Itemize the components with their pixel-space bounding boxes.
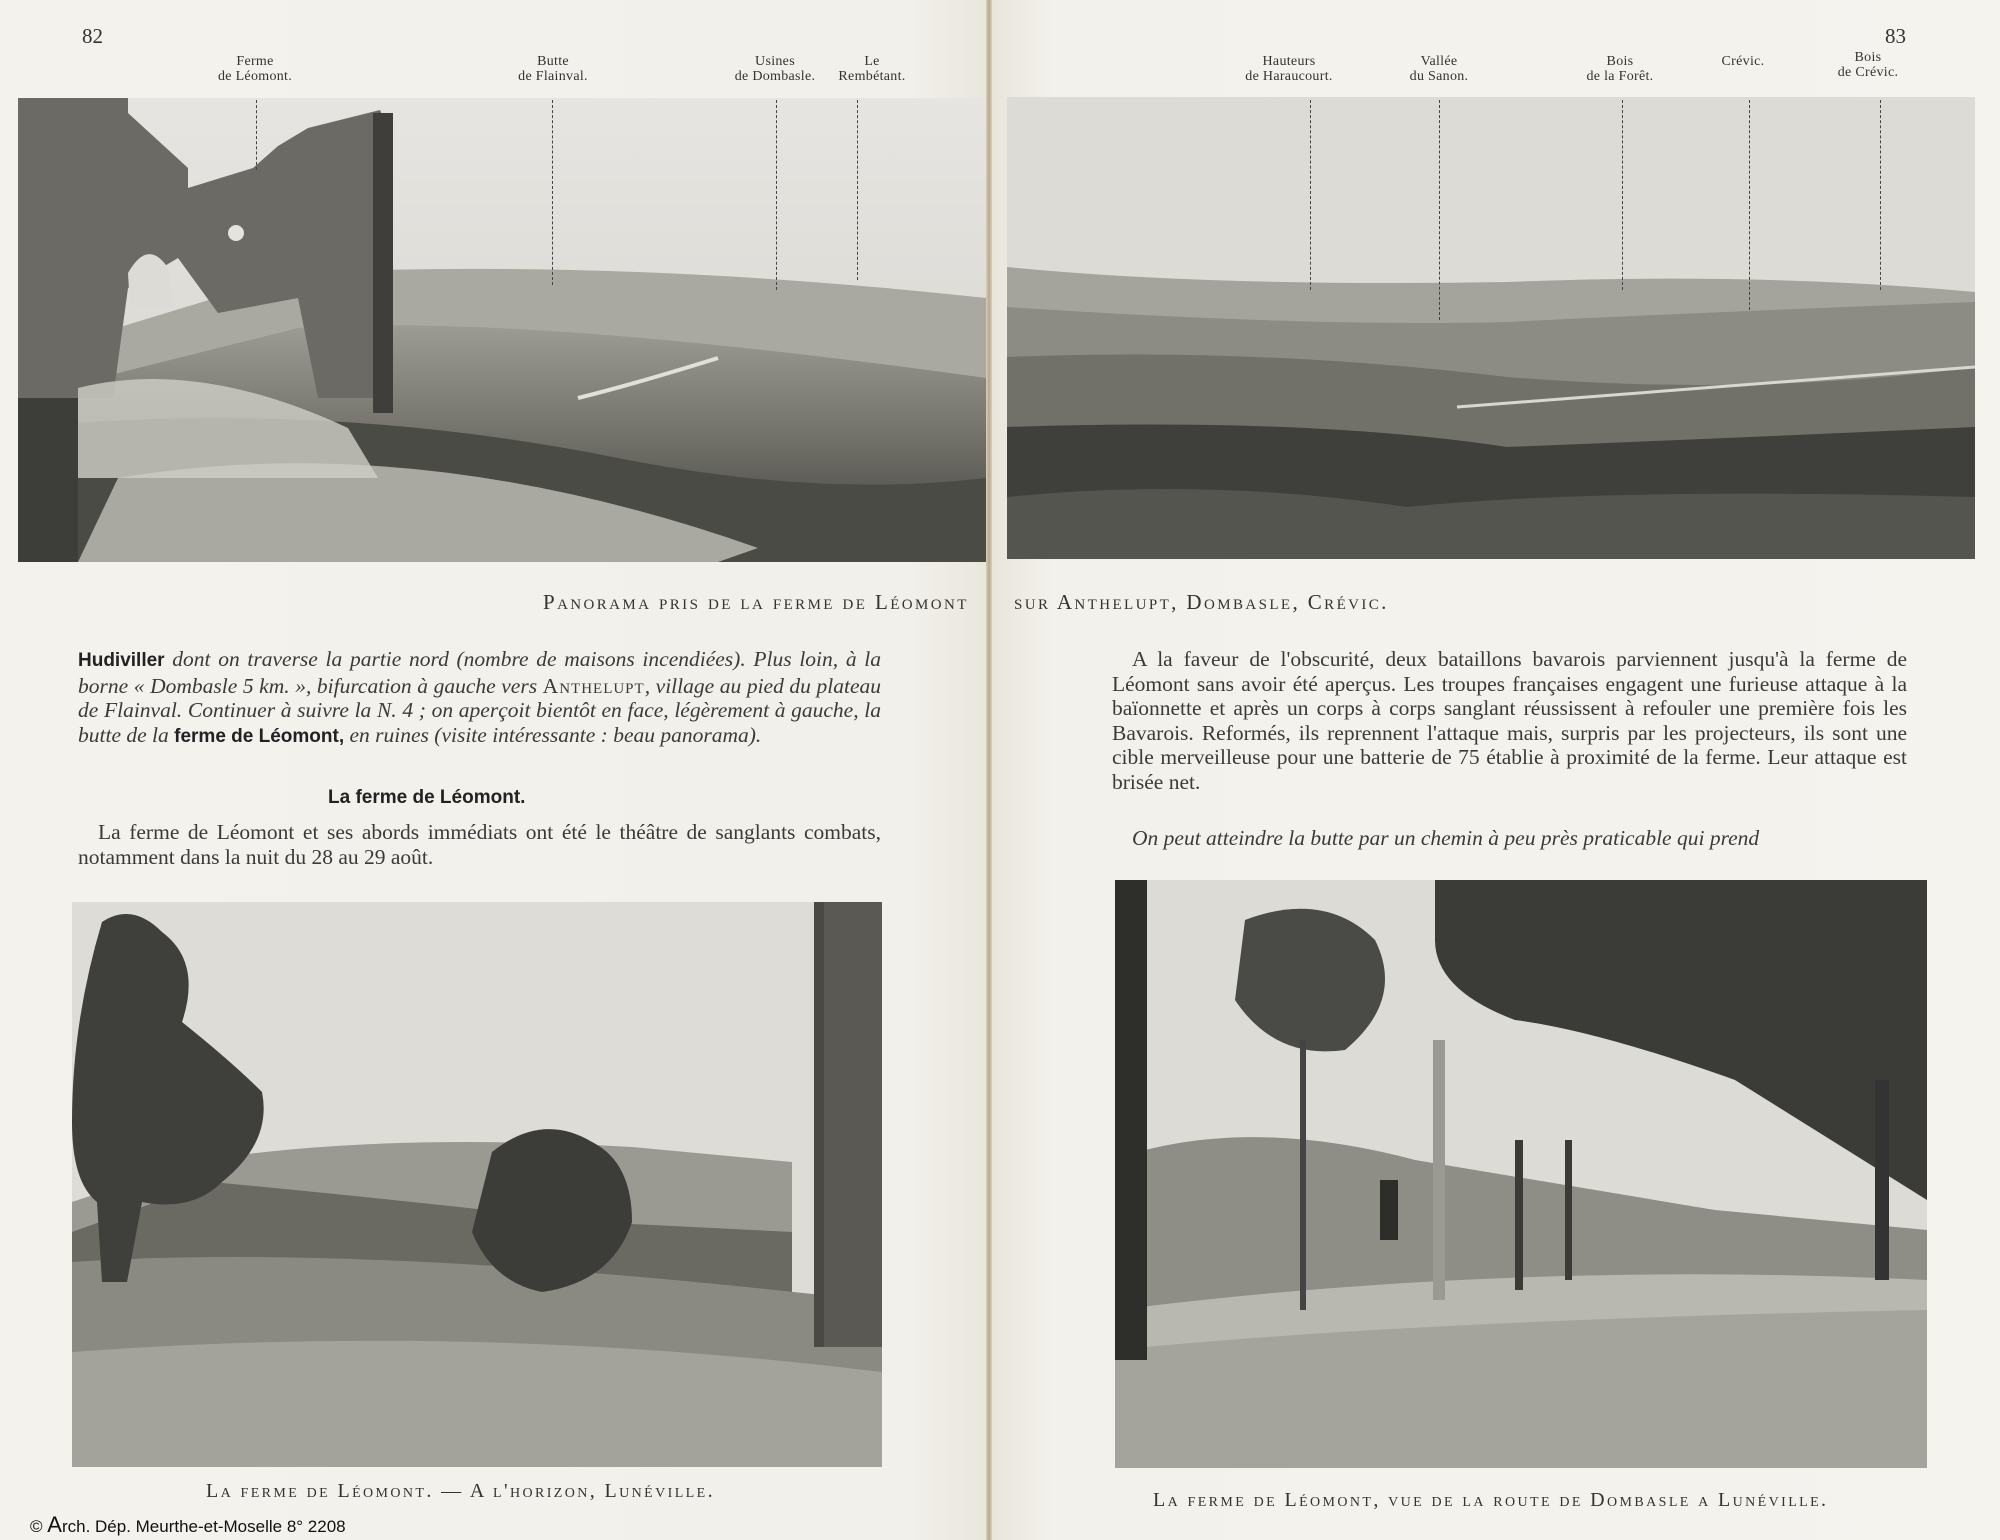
label-pointer-line [256, 100, 257, 170]
label-pointer-line [857, 100, 858, 280]
panorama-label: Usines de Dombasle. [734, 54, 816, 84]
label-pointer-line [1622, 100, 1623, 290]
copyright-notice: © Arch. Dép. Meurthe-et-Moselle 8° 2208 [30, 1512, 346, 1537]
left-page [0, 0, 988, 1540]
place-hudiviller: Hudiviller [78, 650, 165, 671]
paragraph-history: La ferme de Léomont et ses abords immédiats ont été le théâtre de sanglants combats, notamment dans la nuit du 28 au 29 août. [78, 820, 881, 869]
photo-ferme-leomont-horizon [72, 902, 882, 1467]
panorama-label: Butte de Flainval. [518, 54, 588, 84]
page-number: 83 [1885, 24, 1906, 48]
photo-caption-right: La ferme de Léomont, vue de la route de Dombasle a Lunéville. [1153, 1489, 1829, 1511]
label-pointer-line [1749, 100, 1750, 310]
photo-road-dombasle [1115, 880, 1927, 1468]
label-pointer-line [1880, 100, 1881, 290]
panorama-photo-right [1007, 97, 1975, 559]
page-number: 82 [82, 24, 103, 48]
paragraph-directions: Hudiviller dont on traverse la partie nord (nombre de maisons incendiées). Plus loin, à la borne « Dombasle 5 km. », bifurcation à gauche vers Anthelupt, village au pied du plateau de Flainval. Continuer à suivre la N. 4 ; on aperçoit bientôt en face, légèrement à gauche, la butte de la ferme de Léomont, en ruines (visite intéressante : beau panorama). [78, 647, 882, 747]
panorama-caption-left: Panorama pris de la ferme de Léomont [543, 590, 969, 614]
paragraph-battle: A la faveur de l'obscurité, deux bataillons bavarois parviennent jusqu'à la ferme de Léomont sans avoir été aperçus. Les troupes françaises engagent une furieuse attaque à la baïonnette et après un corps à corps sanglant réussissent à refouler une première fois les Bavarois. Reformés, ils reprennent l'attaque mais, surpris par les projecteurs, ils sont une cible merveilleuse pour une batterie de 75 établie à proximité de la ferme. Leur attaque est brisée net. [1112, 647, 1907, 794]
photo-caption-left: La ferme de Léomont. — A l'horizon, Lunéville. [206, 1480, 715, 1502]
section-heading: La ferme de Léomont. [328, 787, 526, 808]
label-pointer-line [1310, 100, 1311, 290]
panorama-caption-right: sur Anthelupt, Dombasle, Crévic. [1014, 590, 1389, 614]
panorama-label: Vallée du Sanon. [1409, 54, 1469, 84]
panorama-label: Ferme de Léomont. [217, 54, 293, 84]
panorama-label: Hauteurs de Haraucourt. [1245, 54, 1333, 84]
panorama-label: Le Rembétant. [838, 54, 906, 84]
label-pointer-line [1439, 100, 1440, 320]
panorama-label: Crévic. [1721, 54, 1765, 69]
place-ferme-leomont: ferme de Léomont, [174, 725, 345, 747]
panorama-photo-left [18, 98, 986, 562]
paragraph-access: On peut atteindre la butte par un chemin à peu près praticable qui prend [1132, 826, 1760, 850]
panorama-label: Bois de la Forêt. [1586, 54, 1654, 84]
label-pointer-line [552, 100, 553, 285]
right-page [992, 0, 2000, 1540]
label-pointer-line [776, 100, 777, 290]
panorama-label: Bois de Crévic. [1837, 50, 1899, 80]
